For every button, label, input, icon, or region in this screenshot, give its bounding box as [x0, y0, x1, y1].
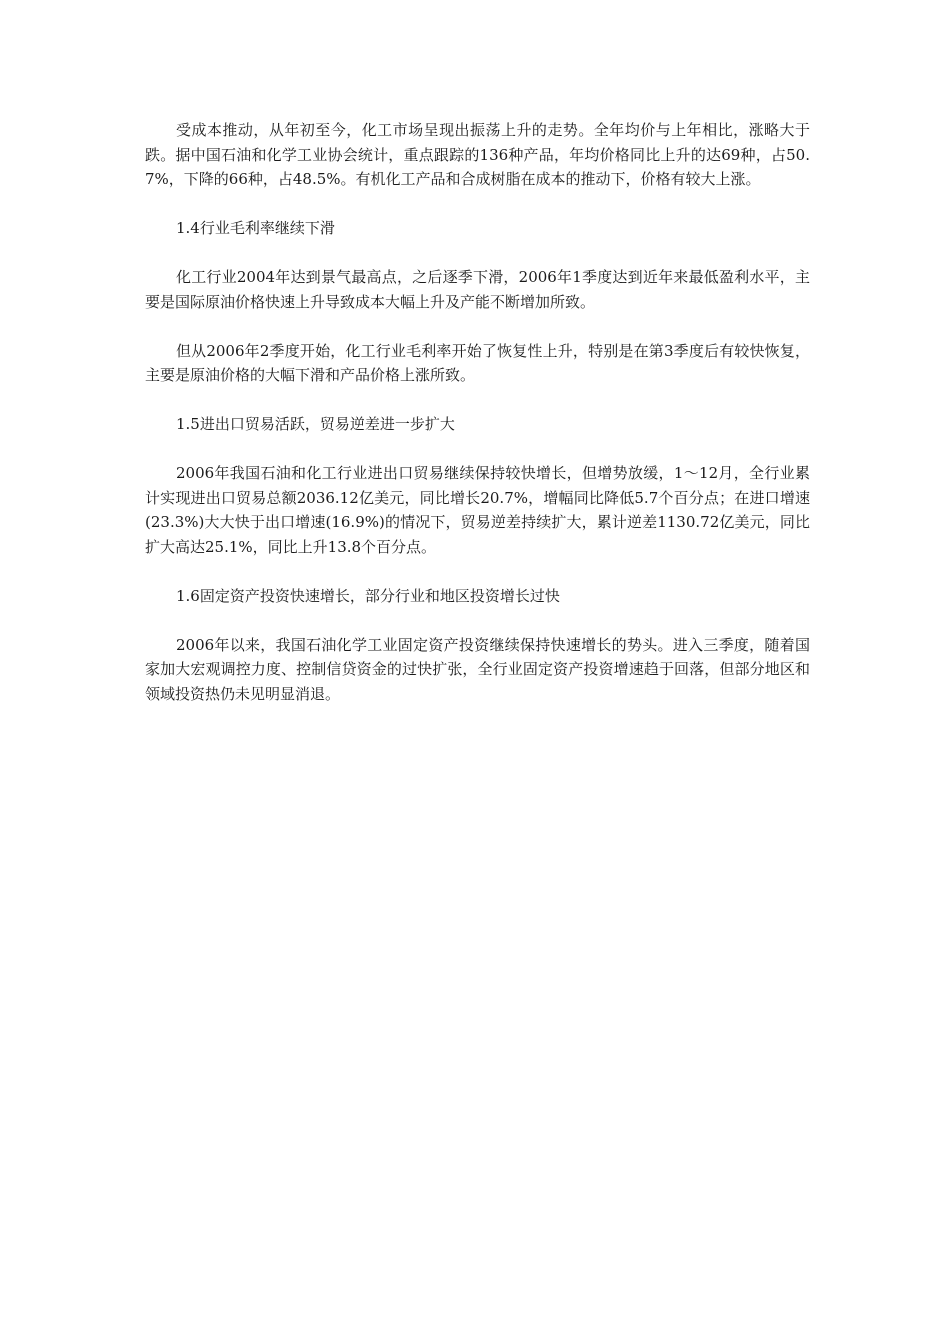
section-heading-1-5: 1.5进出口贸易活跃，贸易逆差进一步扩大 [176, 415, 455, 433]
paragraph-profit-recovery: 但从2006年2季度开始，化工行业毛利率开始了恢复性上升，特别是在第3季度后有较快恢复，主要是原油价格的大幅下滑和产品价格上涨所致。 [145, 341, 810, 384]
section-heading-1-4: 1.4行业毛利率继续下滑 [176, 219, 335, 237]
paragraph-trade: 2006年我国石油和化工行业进出口贸易继续保持较快增长，但增势放缓，1～12月，全行业累计实现进出口贸易总额2036.12亿美元，同比增长20.7%，增幅同比降低5.7个百分点；在进口增速(23.3%)大大快于出口增速(16.9%)的情况下，贸易逆差持续扩大，累计逆差1130.72亿美元，同比扩大高达25.1%，同比上升13.8个百分点。 [145, 464, 810, 556]
paragraph-price-trend: 受成本推动，从年初至今，化工市场呈现出振荡上升的走势。全年均价与上年相比，涨略大于跌。据中国石油和化学工业协会统计，重点跟踪的136种产品，年均价格同比上升的达69种，占50.7%，下降的66种，占48.5%。有机化工产品和合成树脂在成本的推动下，价格有较大上涨。 [145, 121, 810, 188]
document-body [145, 118, 810, 731]
paragraph-profit-decline: 化工行业2004年达到景气最高点，之后逐季下滑，2006年1季度达到近年来最低盈利水平，主要是国际原油价格快速上升导致成本大幅上升及产能不断增加所致。 [145, 268, 810, 311]
paragraph-investment: 2006年以来，我国石油化学工业固定资产投资继续保持快速增长的势头。进入三季度，随着国家加大宏观调控力度、控制信贷资金的过快扩张，全行业固定资产投资增速趋于回落，但部分地区和领域投资热仍未见明显消退。 [145, 635, 810, 703]
section-heading-1-6: 1.6固定资产投资快速增长，部分行业和地区投资增长过快 [176, 586, 560, 605]
